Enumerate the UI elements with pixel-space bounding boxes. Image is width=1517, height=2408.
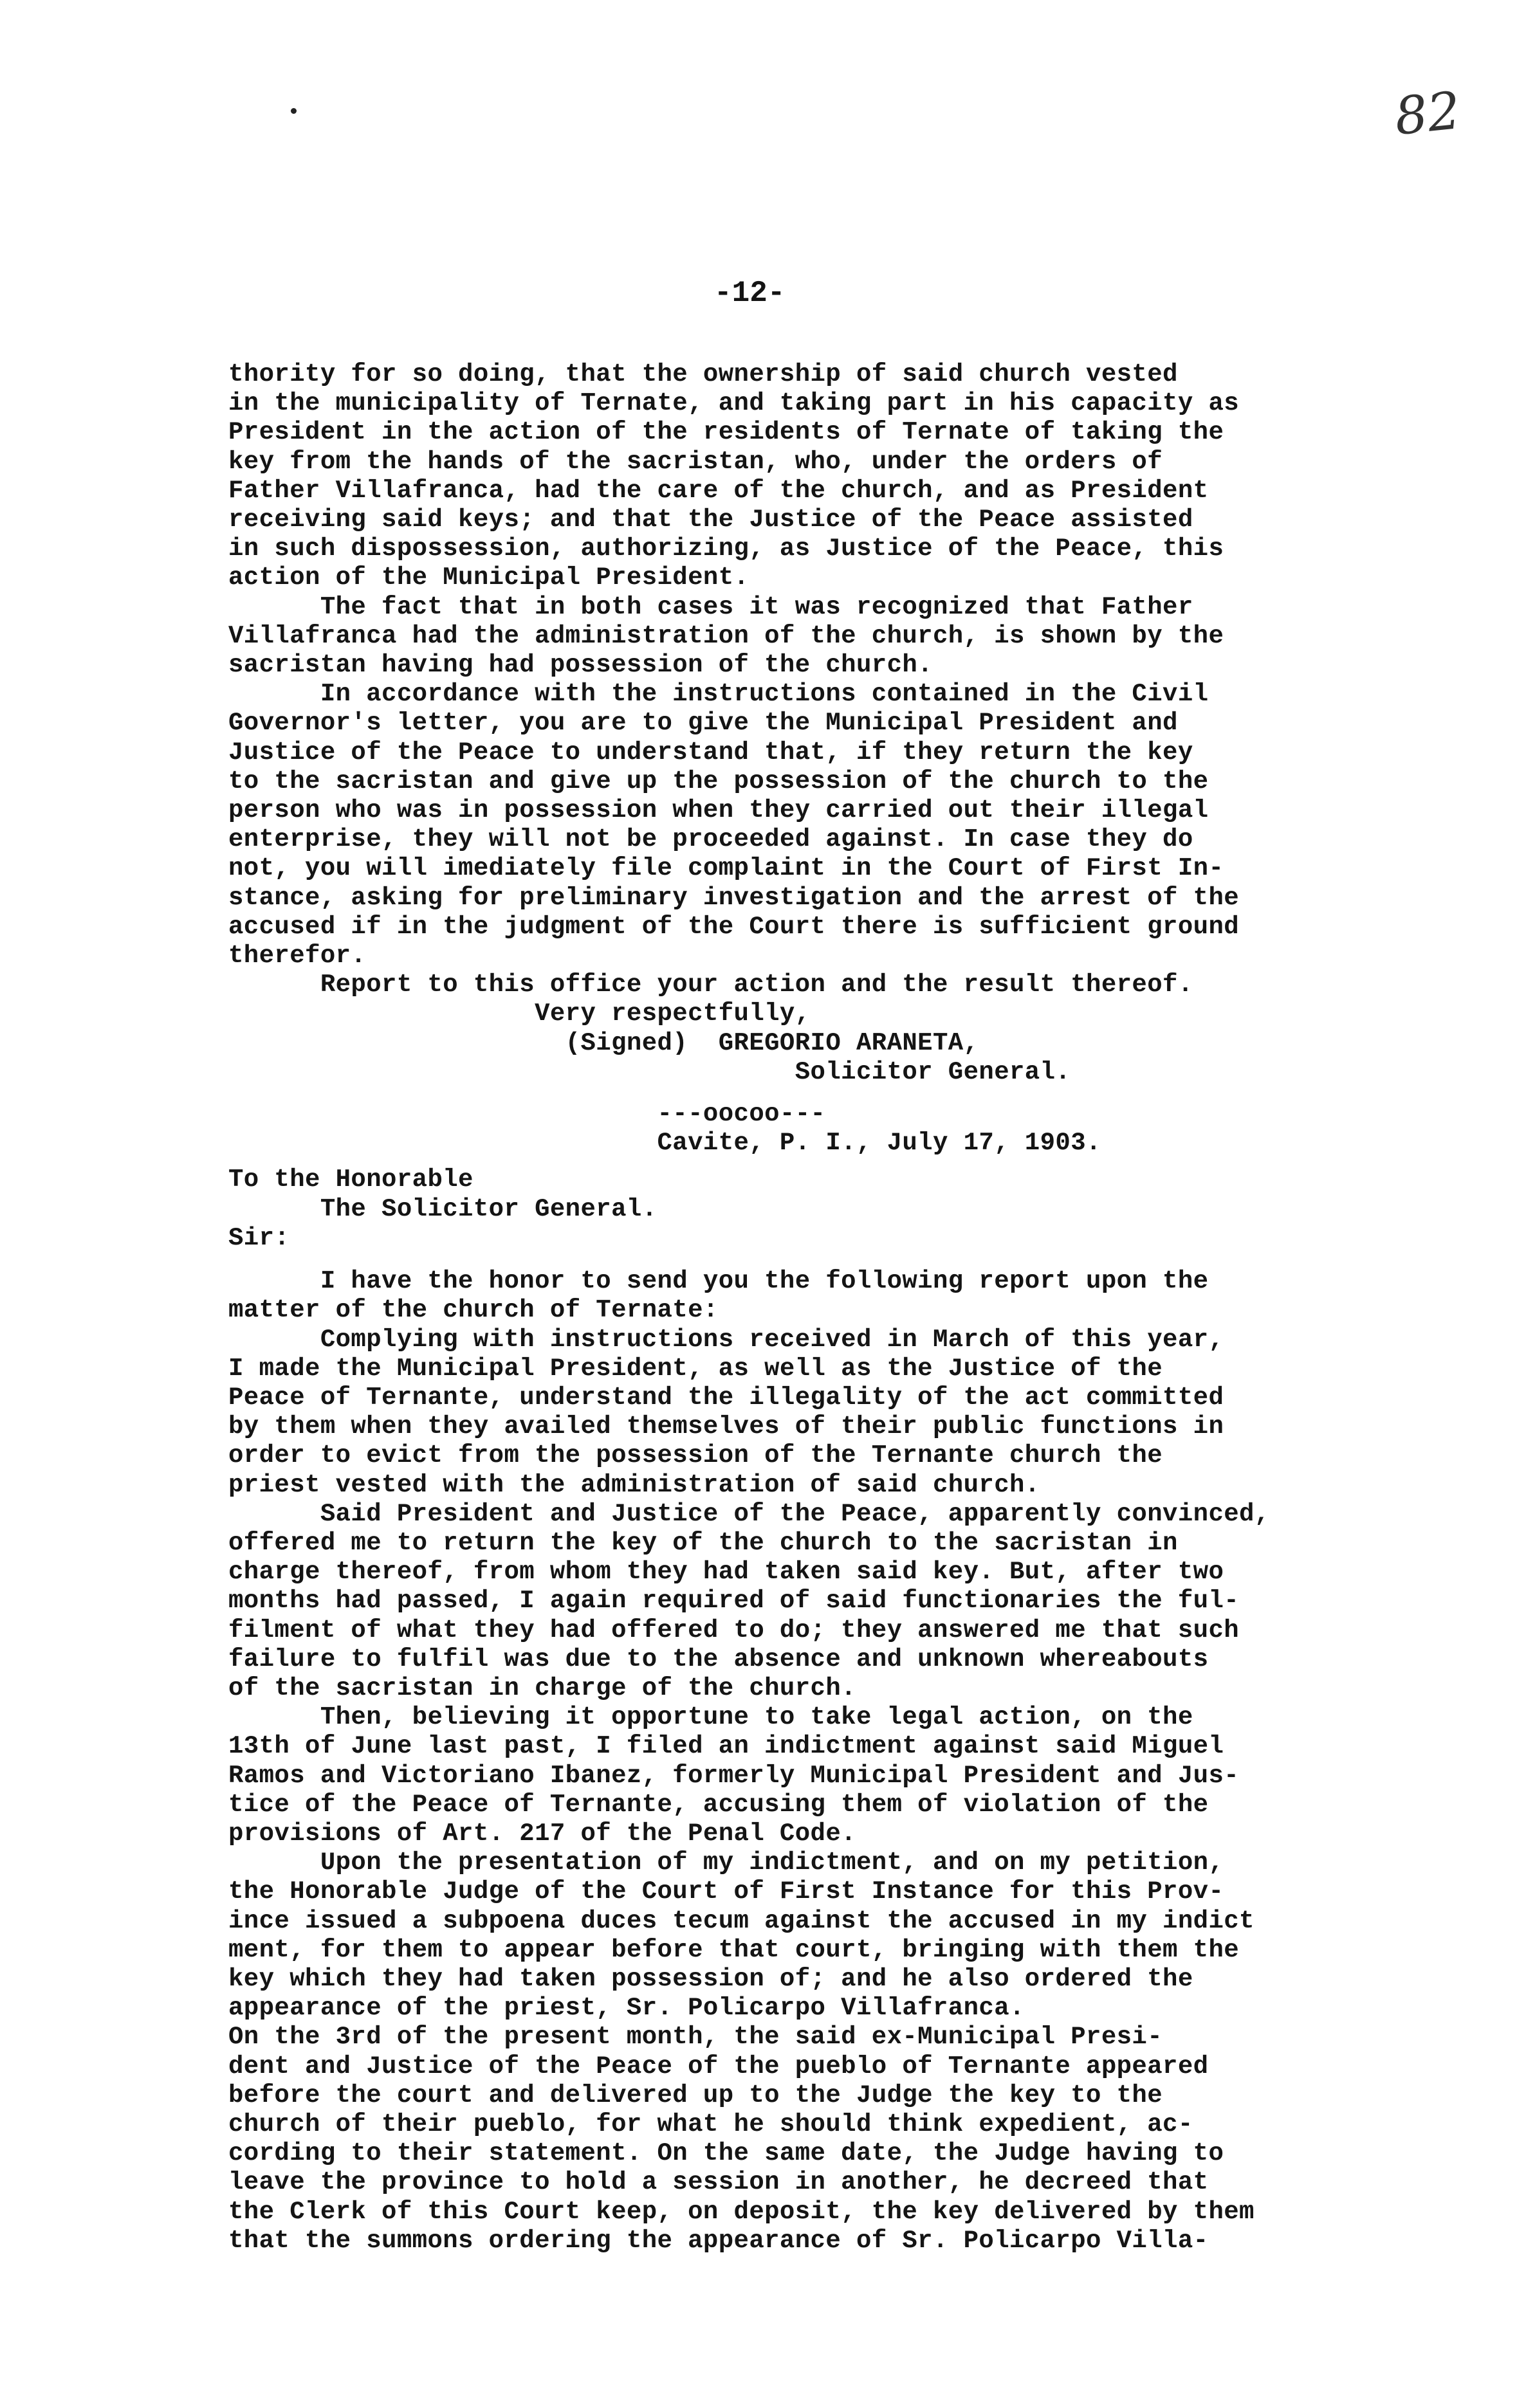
text-line: I have the honor to send you the following report upon the xyxy=(228,1267,1209,1296)
text-line: Justice of the Peace to understand that, if they return the key xyxy=(228,738,1193,767)
text-line: President in the action of the residents of Ternate of taking the xyxy=(228,418,1224,447)
text-line: provisions of Art. 217 of the Penal Code. xyxy=(228,1819,856,1848)
text-line: by them when they availed themselves of their public functions in xyxy=(228,1412,1224,1441)
text-line: Said President and Justice of the Peace, apparently convinced, xyxy=(228,1499,1270,1528)
text-line: church of their pueblo, for what he should think expedient, ac- xyxy=(228,2110,1193,2139)
text-line: In accordance with the instructions contained in the Civil xyxy=(228,680,1209,709)
document-body xyxy=(228,360,1348,2256)
text-line: Upon the presentation of my indictment, and on my petition, xyxy=(228,1848,1224,1877)
text-line: To the Honorable xyxy=(228,1165,473,1194)
text-line: enterprise, they will not be proceeded against. In case they do xyxy=(228,825,1193,854)
text-line: leave the province to hold a session in another, he decreed that xyxy=(228,2168,1209,2197)
text-line: accused if in the judgment of the Court there is sufficient ground xyxy=(228,912,1240,941)
text-line xyxy=(228,1253,1348,1267)
text-line: key from the hands of the sacristan, who, under the orders of xyxy=(228,447,1163,476)
text-line: tice of the Peace of Ternante, accusing them of violation of the xyxy=(228,1790,1209,1819)
handwritten-page-number: 82 xyxy=(1392,80,1464,147)
text-line: appearance of the priest, Sr. Policarpo Villafranca. xyxy=(228,1994,1025,2023)
text-line: sacristan having had possession of the church. xyxy=(228,651,933,680)
text-line xyxy=(228,1087,1348,1100)
text-line: The fact that in both cases it was recognized that Father xyxy=(228,592,1193,621)
text-line: therefor. xyxy=(228,942,367,971)
text-line: Solicitor General. xyxy=(228,1057,1071,1086)
text-line: order to evict from the possession of the Ternante church the xyxy=(228,1441,1163,1470)
text-line: to the sacristan and give up the possession of the church to the xyxy=(228,767,1209,796)
text-line: person who was in possession when they carried out their illegal xyxy=(228,796,1209,825)
text-line: Cavite, P. I., July 17, 1903. xyxy=(228,1129,1101,1158)
text-line: the Clerk of this Court keep, on deposit, the key delivered by them xyxy=(228,2197,1255,2226)
text-line: Very respectfully, xyxy=(228,999,811,1028)
text-line: receiving said keys; and that the Justice of the Peace assisted xyxy=(228,506,1193,534)
text-line: ment, for them to appear before that court, bringing with them the xyxy=(228,1935,1240,1964)
text-line: Villafranca had the administration of the church, is shown by the xyxy=(228,621,1224,650)
text-line: matter of the church of Ternate: xyxy=(228,1296,719,1325)
text-line: Sir: xyxy=(228,1223,290,1252)
text-line: ince issued a subpoena duces tecum against the accused in my indict xyxy=(228,1906,1255,1935)
text-line: offered me to return the key of the church to the sacristan in xyxy=(228,1528,1178,1557)
text-line: Ramos and Victoriano Ibanez, formerly Municipal President and Jus- xyxy=(228,1761,1240,1790)
text-line: in the municipality of Ternate, and taking part in his capacity as xyxy=(228,389,1240,418)
text-line: key which they had taken possession of; and he also ordered the xyxy=(228,1964,1193,1993)
text-line: charge thereof, from whom they had taken said key. But, after two xyxy=(228,1558,1224,1587)
text-line: Then, believing it opportune to take legal action, on the xyxy=(228,1703,1193,1732)
text-line: Father Villafranca, had the care of the church, and as President xyxy=(228,476,1209,505)
text-line: I made the Municipal President, as well as the Justice of the xyxy=(228,1354,1163,1383)
text-line: ---oocoo--- xyxy=(228,1100,826,1129)
text-line: thority for so doing, that the ownership of said church vested xyxy=(228,360,1178,388)
text-line: action of the Municipal President. xyxy=(228,563,749,592)
text-line: Complying with instructions received in March of this year, xyxy=(228,1325,1224,1354)
text-line xyxy=(228,1158,1348,1165)
ink-dot xyxy=(291,108,297,114)
text-line: stance, asking for preliminary investigation and the arrest of the xyxy=(228,883,1240,912)
text-line: months had passed, I again required of said functionaries the ful- xyxy=(228,1587,1240,1616)
text-line: before the court and delivered up to the Judge the key to the xyxy=(228,2081,1163,2110)
text-line: that the summons ordering the appearance of Sr. Policarpo Villa- xyxy=(228,2226,1209,2255)
text-line: (Signed) GREGORIO ARANETA, xyxy=(228,1028,979,1057)
text-line: 13th of June last past, I filed an indictment against said Miguel xyxy=(228,1732,1224,1761)
text-line: Peace of Ternante, understand the illegality of the act committed xyxy=(228,1383,1224,1412)
text-line: of the sacristan in charge of the church. xyxy=(228,1674,856,1702)
text-line: Report to this office your action and the result thereof. xyxy=(228,971,1193,999)
text-line: in such dispossession, authorizing, as Justice of the Peace, this xyxy=(228,534,1224,563)
text-line: The Solicitor General. xyxy=(228,1194,657,1223)
text-line: dent and Justice of the Peace of the pueblo of Ternante appeared xyxy=(228,2052,1209,2081)
text-line: Governor's letter, you are to give the Municipal President and xyxy=(228,709,1178,738)
text-line: the Honorable Judge of the Court of First Instance for this Prov- xyxy=(228,1877,1224,1906)
text-line: not, you will imediately file complaint in the Court of First In- xyxy=(228,854,1224,883)
text-line: filment of what they had offered to do; they answered me that such xyxy=(228,1616,1240,1645)
text-line: On the 3rd of the present month, the said ex-Municipal Presi- xyxy=(228,2023,1163,2052)
text-line: cording to their statement. On the same date, the Judge having to xyxy=(228,2139,1224,2168)
text-line: failure to fulfil was due to the absence and unknown whereabouts xyxy=(228,1645,1209,1674)
text-line: priest vested with the administration of said church. xyxy=(228,1470,1040,1499)
page-number: -12- xyxy=(714,277,786,310)
